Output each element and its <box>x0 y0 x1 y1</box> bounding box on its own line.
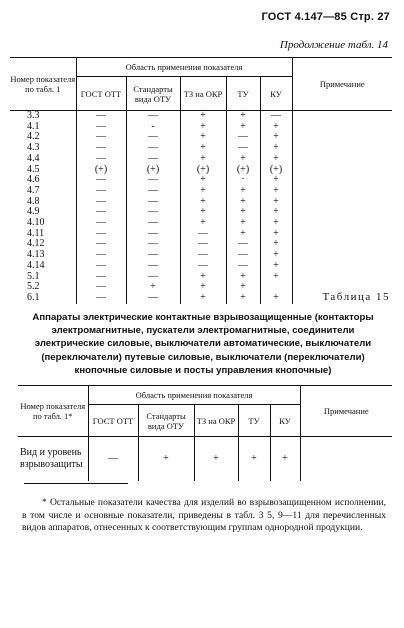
applicability-cell: — <box>180 261 226 272</box>
applicability-cell: + <box>180 207 226 218</box>
note-cell <box>292 207 392 218</box>
applicability-cell: — <box>76 218 126 229</box>
applicability-cell: + <box>270 437 300 482</box>
group-header: Область применения показателя <box>76 58 292 77</box>
column-header: ГОСТ ОТТ <box>88 405 138 437</box>
applicability-cell: (+) <box>126 165 180 176</box>
applicability-cell: + <box>180 175 226 186</box>
applicability-cell: — <box>76 207 126 218</box>
applicability-cell: + <box>180 154 226 165</box>
applicability-cell: + <box>260 218 292 229</box>
applicability-cell: — <box>126 132 180 143</box>
table-14-group-header-row <box>10 58 392 77</box>
column-header: Стандарты вида ОТУ <box>138 405 194 437</box>
note-cell <box>292 122 392 133</box>
applicability-cell: — <box>180 250 226 261</box>
row-indicator-code: 4.9 <box>27 206 40 218</box>
applicability-cell: + <box>180 197 226 208</box>
applicability-cell: + <box>260 143 292 154</box>
footnote: * Остальные показатели качества для изделий во взрывозащищенном исполнении, в том числе и основные показатели, приведены в табл. 3 5, 9—11 для перечисленных видов аппаратов, отнесенных к соответствующим группам однородной продукции. <box>22 497 386 533</box>
applicability-cell: + <box>260 197 292 208</box>
row-indicator-code: 4.14 <box>27 259 45 271</box>
note-cell <box>292 272 392 283</box>
column-header: ГОСТ ОТТ <box>76 77 126 111</box>
applicability-cell: — <box>76 239 126 250</box>
applicability-cell: + <box>260 122 292 133</box>
column-header: ТЗ на ОКР <box>194 405 238 437</box>
applicability-cell: + <box>260 293 292 304</box>
row-indicator-code: 4.3 <box>27 142 40 154</box>
footnote-rule <box>24 483 128 484</box>
row-indicator-code: 4.7 <box>27 184 40 196</box>
applicability-cell: + <box>180 111 226 122</box>
row-indicator-code: 4.5 <box>27 163 40 175</box>
applicability-cell: + <box>260 207 292 218</box>
row-indicator-code: 5.2 <box>27 281 40 293</box>
col-indicator-header: Номер показателя по табл. 1* <box>18 386 88 437</box>
applicability-cell: — <box>126 197 180 208</box>
note-cell <box>292 143 392 154</box>
applicability-cell: — <box>180 239 226 250</box>
applicability-cell: — <box>76 186 126 197</box>
applicability-cell: (+) <box>260 165 292 176</box>
applicability-cell: — <box>126 207 180 218</box>
applicability-cell: — <box>88 437 138 482</box>
applicability-cell: + <box>180 122 226 133</box>
row-indicator-code: 4.6 <box>27 174 40 186</box>
applicability-cell: + <box>126 282 180 293</box>
applicability-cell: + <box>226 293 260 304</box>
note-cell <box>292 197 392 208</box>
applicability-cell: + <box>180 218 226 229</box>
note-cell <box>292 186 392 197</box>
row-indicator-code: 4.11 <box>27 227 45 239</box>
applicability-cell: — <box>126 293 180 304</box>
row-indicator-code: 4.12 <box>27 238 45 250</box>
applicability-cell: — <box>76 175 126 186</box>
applicability-cell: (+) <box>180 165 226 176</box>
applicability-cell: + <box>226 197 260 208</box>
table-row <box>10 154 392 165</box>
applicability-cell: + <box>226 122 260 133</box>
note-cell <box>292 165 392 176</box>
applicability-cell: — <box>76 293 126 304</box>
col-note-header: Примечание <box>300 386 392 437</box>
applicability-cell: + <box>260 239 292 250</box>
note-cell <box>292 239 392 250</box>
column-header: Стандарты вида ОТУ <box>126 77 180 111</box>
applicability-cell: + <box>194 437 238 482</box>
applicability-cell: (+) <box>226 165 260 176</box>
applicability-cell: — <box>260 111 292 122</box>
applicability-cell: + <box>226 186 260 197</box>
row-indicator-code: 4.4 <box>27 152 40 164</box>
applicability-cell: + <box>260 229 292 240</box>
applicability-cell: — <box>180 229 226 240</box>
applicability-cell: + <box>180 282 226 293</box>
applicability-cell: — <box>126 250 180 261</box>
table-15-title: Аппараты электрические контактные взрывозащищенные (контакторы электромагнитные, пускатели электромагнитные, соединители электрические силовые, выключатели автоматические, выключатели (переключатели) путевые силовые, выключатели (переключатели) кнопочные силовые и посты управления кнопочные) <box>32 312 374 376</box>
applicability-cell: — <box>126 239 180 250</box>
applicability-cell: — <box>226 239 260 250</box>
row-indicator-code: 4.10 <box>27 217 45 229</box>
applicability-cell: — <box>226 132 260 143</box>
applicability-cell: — <box>76 282 126 293</box>
applicability-cell: — <box>76 250 126 261</box>
row-indicator-code: 4.13 <box>27 249 45 261</box>
group-header: Область применения показателя <box>88 386 300 405</box>
column-header: ТУ <box>226 77 260 111</box>
applicability-cell: + <box>226 207 260 218</box>
applicability-cell: — <box>76 143 126 154</box>
table-row <box>10 261 392 272</box>
applicability-cell: — <box>126 261 180 272</box>
note-cell <box>292 261 392 272</box>
applicability-cell: — <box>226 143 260 154</box>
applicability-cell: + <box>260 272 292 283</box>
row-indicator-code: 5.1 <box>27 270 40 282</box>
applicability-cell: + <box>226 229 260 240</box>
applicability-cell: + <box>260 154 292 165</box>
applicability-cell: — <box>76 272 126 283</box>
row-indicator-code: 6.1 <box>27 291 40 303</box>
applicability-cell: — <box>126 272 180 283</box>
page-header: ГОСТ 4.147—85 Стр. 27 <box>261 11 390 23</box>
applicability-cell: — <box>226 250 260 261</box>
applicability-cell: + <box>226 218 260 229</box>
note-cell <box>292 132 392 143</box>
applicability-cell: + <box>226 272 260 283</box>
applicability-cell: — <box>126 111 180 122</box>
note-cell <box>292 175 392 186</box>
column-header: КУ <box>270 405 300 437</box>
column-header: ТУ <box>238 405 270 437</box>
applicability-cell: + <box>180 272 226 283</box>
applicability-cell: + <box>138 437 194 482</box>
applicability-cell: + <box>260 186 292 197</box>
applicability-cell: — <box>76 111 126 122</box>
applicability-cell: — <box>126 154 180 165</box>
applicability-cell: + <box>238 437 270 482</box>
note-cell <box>292 250 392 261</box>
note-cell <box>292 229 392 240</box>
column-header: ТЗ на ОКР <box>180 77 226 111</box>
table-14 <box>10 57 392 304</box>
applicability-cell: + <box>180 143 226 154</box>
applicability-cell: + <box>226 111 260 122</box>
table-15-group-header-row <box>18 386 392 405</box>
note-cell <box>300 437 392 482</box>
row-indicator-code: 3.3 <box>27 110 40 121</box>
applicability-cell: — <box>126 229 180 240</box>
row-indicator-code: 4.1 <box>27 120 40 132</box>
table-15-caption: Таблица 15 <box>322 291 390 303</box>
applicability-cell: · <box>226 175 260 186</box>
note-cell <box>292 111 392 122</box>
applicability-cell: + <box>260 261 292 272</box>
applicability-cell: — <box>76 261 126 272</box>
note-cell <box>292 154 392 165</box>
applicability-cell: — <box>76 132 126 143</box>
applicability-cell: + <box>260 132 292 143</box>
applicability-cell: — <box>126 218 180 229</box>
applicability-cell: + <box>260 175 292 186</box>
column-header: КУ <box>260 77 292 111</box>
applicability-cell: — <box>226 261 260 272</box>
applicability-cell: — <box>76 229 126 240</box>
table-14-body <box>10 111 392 304</box>
applicability-cell: — <box>76 154 126 165</box>
applicability-cell: — <box>76 197 126 208</box>
applicability-cell: (+) <box>76 165 126 176</box>
applicability-cell: + <box>180 186 226 197</box>
applicability-cell: + <box>260 250 292 261</box>
table-row <box>18 437 392 482</box>
applicability-cell: + <box>226 282 260 293</box>
applicability-cell: + <box>180 132 226 143</box>
row-indicator-code: 4.2 <box>27 131 40 143</box>
table-continuation-label: Продолжение табл. 14 <box>279 39 388 51</box>
table-15-body <box>18 437 392 482</box>
applicability-cell: — <box>76 122 126 133</box>
applicability-cell: + <box>226 154 260 165</box>
col-note-header: Примечание <box>292 58 392 111</box>
row-indicator-code: 4.8 <box>27 195 40 207</box>
col-indicator-header: Номер показателя по табл. 1 <box>10 58 76 111</box>
applicability-cell: — <box>126 175 180 186</box>
applicability-cell: — <box>126 186 180 197</box>
note-cell <box>292 218 392 229</box>
table-15 <box>18 385 392 481</box>
applicability-cell: + <box>180 293 226 304</box>
row-indicator-code: Вид и уровень взрывозащиты <box>20 447 83 470</box>
applicability-cell: — <box>126 143 180 154</box>
applicability-cell: - <box>126 122 180 133</box>
